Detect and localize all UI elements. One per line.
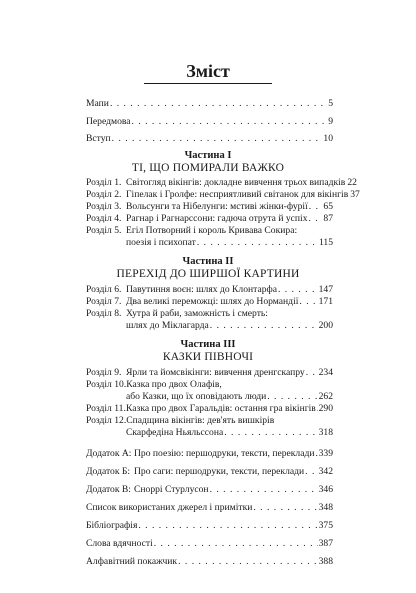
part-2-subtitle: ПЕРЕХІД ДО ШИРШОЇ КАРТИНИ (116, 268, 300, 280)
part-1-heading: Частина І (184, 150, 232, 161)
toc-chapter: Розділ 6. Павутиння воєн: шлях до Клонтарфа . . . 147 (86, 284, 333, 296)
toc-chapter: Розділ 7. Два великі переможці: шлях до Нормандії . . . 171 (86, 296, 333, 308)
title-underline (144, 83, 272, 84)
toc-chapter: Розділ 10. Казка про двох Олафів, або Казки, що їх оповідають люди . . . 262 (86, 379, 333, 402)
toc-chapter: Розділ 8. Хутра й раби, заможність і смерть: шлях до Міклагарда . . . 200 (86, 308, 333, 331)
part-3-heading: Частина ІІІ (180, 339, 236, 350)
toc-appendix: Додаток В: Сноррі Стурлусон . . . 346 (86, 484, 333, 496)
toc-chapter: Розділ 3. Вольсунги та Нібелунги: мстиві жінки-фурії . . . 65 (86, 201, 333, 213)
toc-chapter: Розділ 2. Гіпелак і Гролфе: несприятливий світанок для вікінгів 37 (86, 189, 360, 200)
toc-entry-sources: Список використаних джерел і примітки . . . 348 (86, 502, 333, 514)
toc-entry-bibliography: Бібліографія . . . 375 (86, 520, 333, 532)
part-1-subtitle: ТІ, ЩО ПОМИРАЛИ ВАЖКО (131, 162, 285, 174)
toc-appendix: Додаток Б: Про саги: першодруки, тексти, переклади . . . 342 (86, 466, 333, 478)
toc-chapter: Розділ 1. Світогляд вікінгів: докладне вивчення трьох випадків 22 (86, 177, 357, 188)
toc-chapter: Розділ 11. Казка про двох Гаральдів: остання гра вікінгів . . . 290 (86, 403, 333, 415)
toc-chapter: Розділ 4. Рагнар і Рагнарссони: гадюча отрута й успіх . . . 87 (86, 213, 333, 225)
toc-entry-preface: Передмова . . . 9 (86, 116, 333, 128)
part-3-subtitle: КАЗКИ ПІВНОЧІ (162, 351, 254, 363)
toc-chapter: Розділ 12. Спадщина вікінгів: дев'ять вишкірів Скарфедіна Ньяльссона . . . 318 (86, 415, 333, 438)
toc-entry-acknowledgements: Слова вдячності . . . 387 (86, 538, 333, 550)
toc-chapter: Розділ 9. Ярли та йомсвікінги: вивчення дренгскапру . . . 234 (86, 367, 333, 379)
toc-entry-intro: Вступ . . . 10 (86, 133, 333, 145)
toc-entry-index: Алфавітний покажчик . . . 388 (86, 556, 333, 568)
toc-chapter: Розділ 5. Егіл Потворний і король Кривава Сокира: поезія і психопат . . . 115 (86, 225, 333, 248)
page-title: Зміст (186, 61, 230, 81)
toc-appendix: Додаток А: Про поезію: першодруки, тексти, переклади . . . 339 (86, 448, 333, 460)
part-2-heading: Частина ІІ (182, 256, 234, 267)
toc-entry-maps: Мапи . . . 5 (86, 98, 333, 110)
